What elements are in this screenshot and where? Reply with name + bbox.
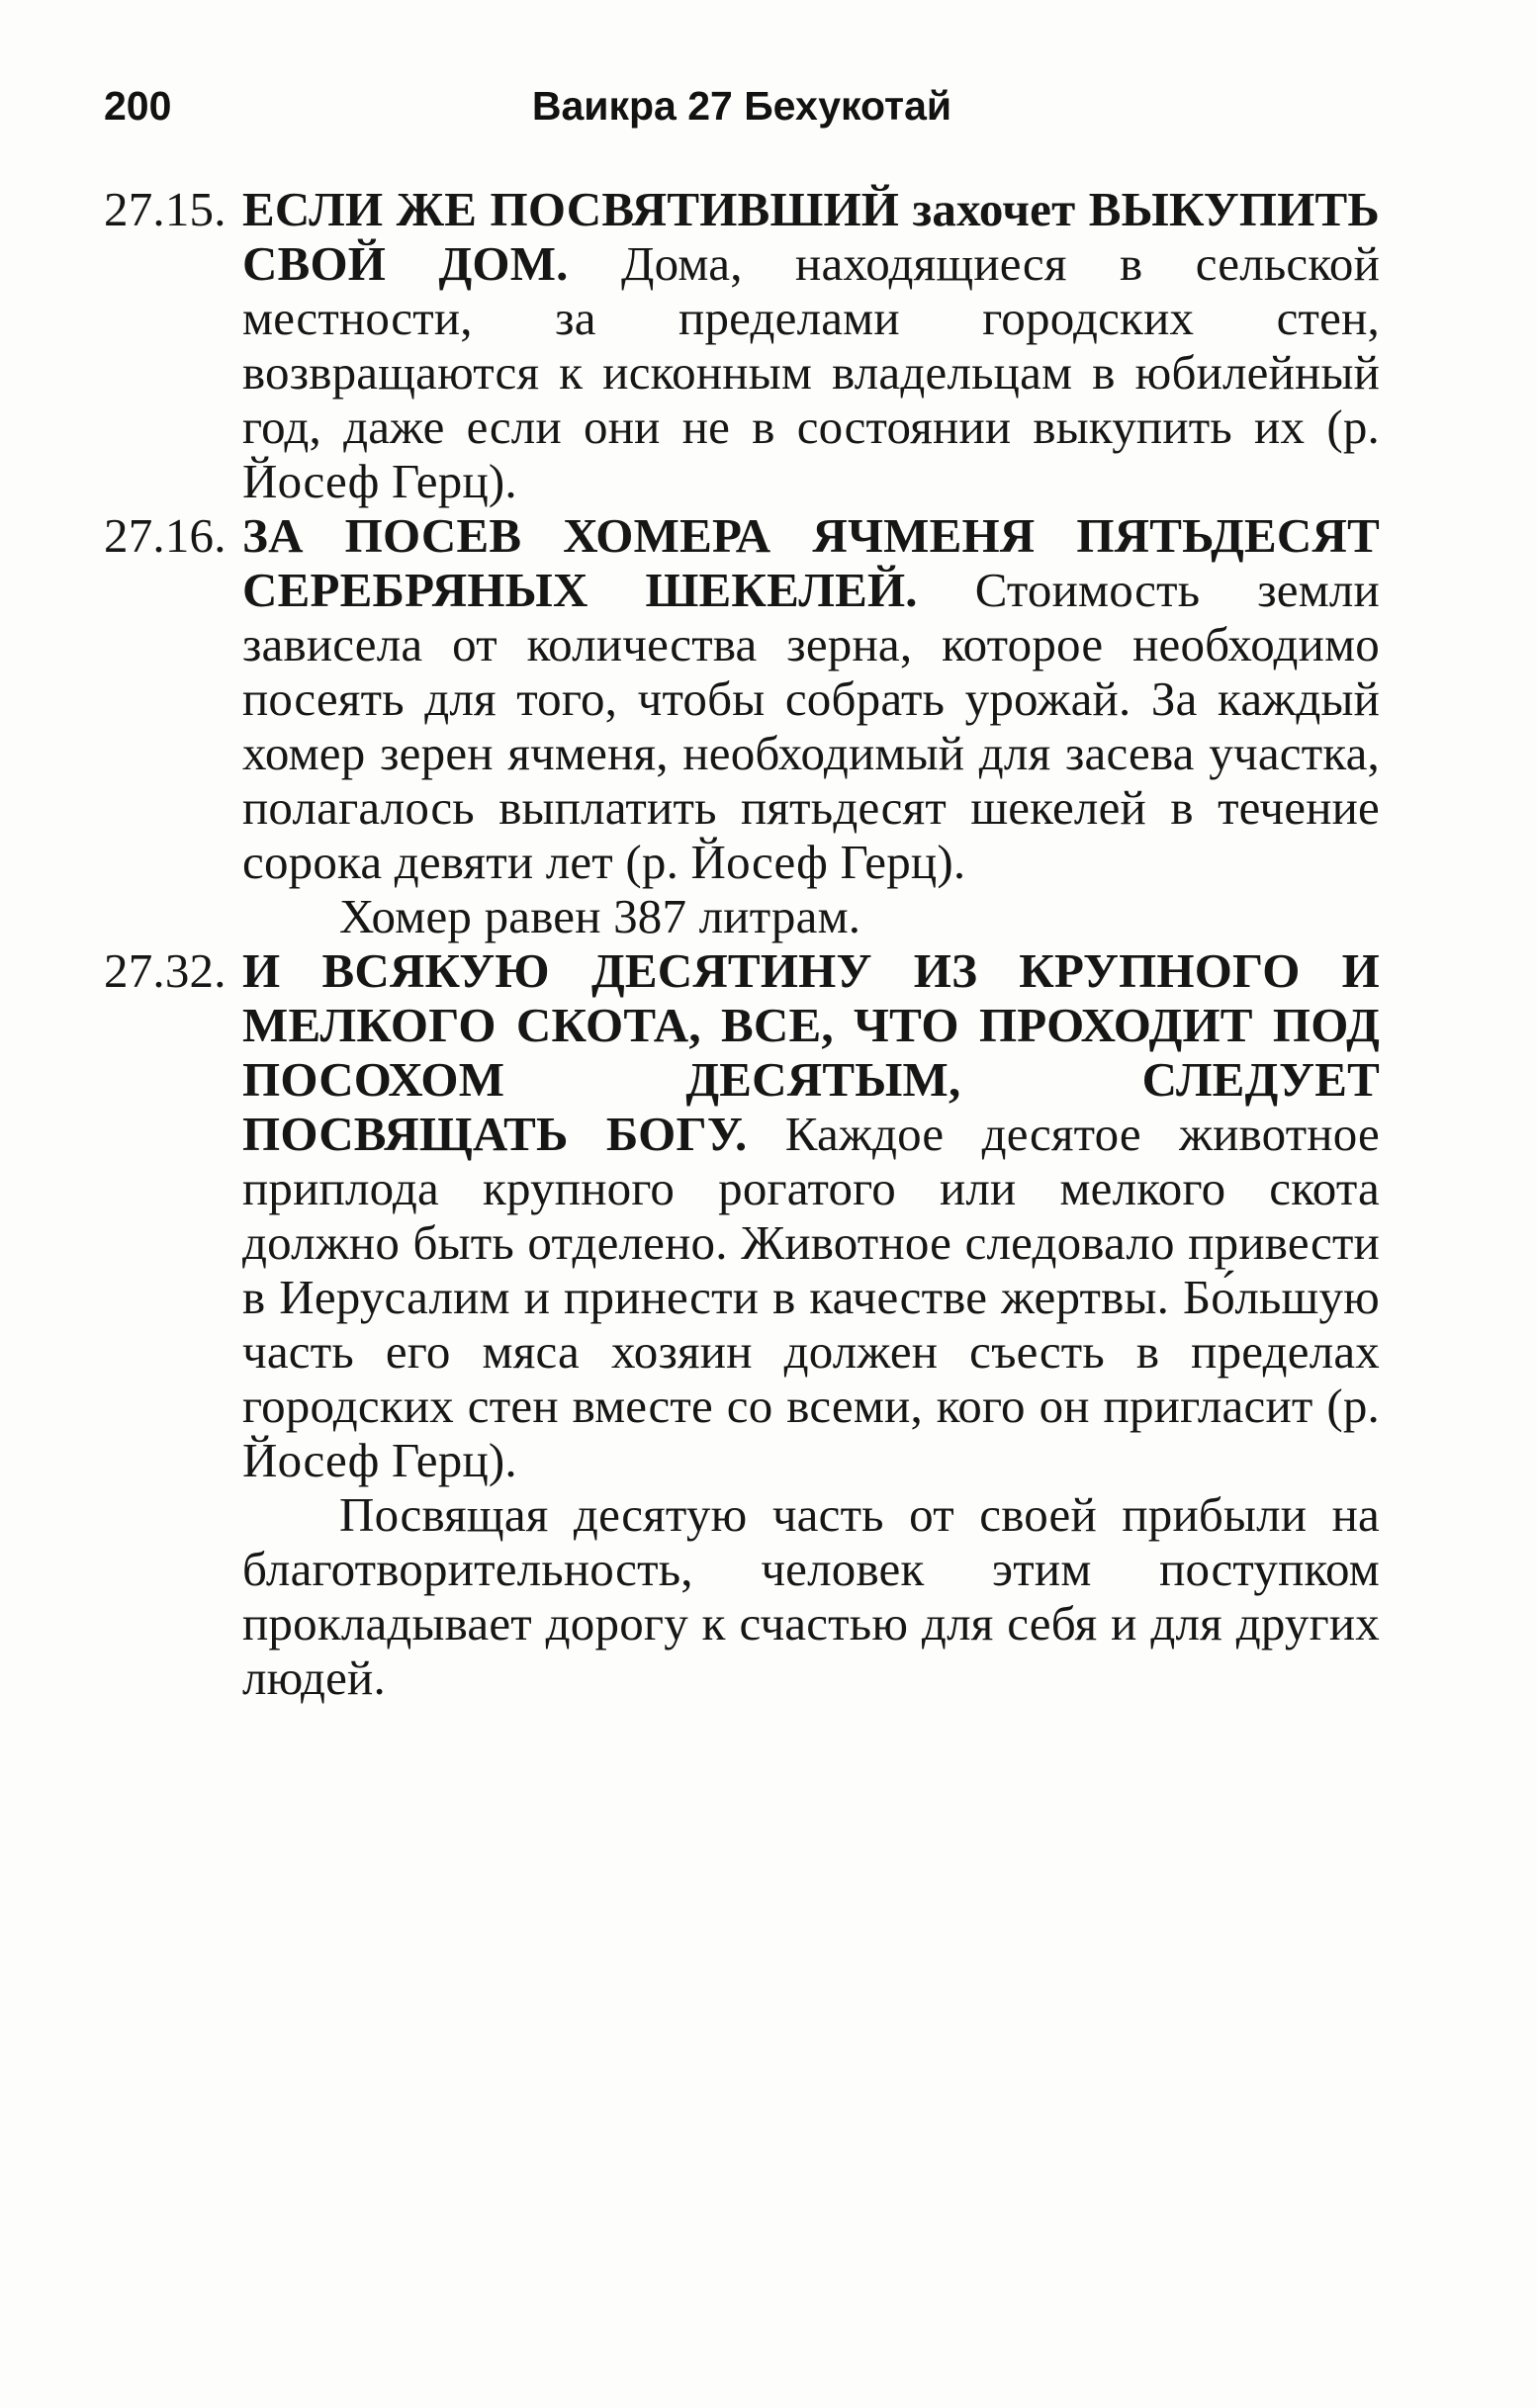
verse-number: 27.15.: [104, 182, 226, 236]
verse-number: 27.32.: [104, 943, 226, 998]
page-title: Ваикра 27 Бехукотай: [531, 83, 952, 129]
running-head: [104, 81, 1380, 136]
homer-measure-note: [242, 889, 1380, 943]
verse-27-15: [104, 182, 1380, 508]
verse-number: 27.16.: [104, 508, 226, 563]
verse-27-16: [104, 508, 1380, 889]
note-text: Посвящая десятую часть от своей прибыли на благотворительность, человек этим поступком прокладывает дорогу к счастью для себя и для других людей.: [242, 1487, 1380, 1705]
tithe-charity-note: [242, 1487, 1380, 1705]
verse-commentary: Стоимость земли зависела от количества зерна, которое необходимо посеять для того, чтобы собрать урожай. За каждый хомер зерен ячменя, необходимый для засева участка, полагалось выплатить пятьдесят шекелей в течение сорока девяти лет (р. Йосеф Герц).: [242, 563, 1380, 889]
text-block: [104, 182, 1380, 1705]
verse-quote: И ВСЯКУЮ ДЕСЯТИНУ ИЗ КРУПНОГО И МЕЛКОГО СКОТА, ВСЕ, ЧТО ПРОХОДИТ ПОД ПОСОХОМ ДЕСЯТЫМ, СЛЕДУЕТ ПОСВЯЩАТЬ БОГУ.: [242, 943, 1380, 1161]
verse-quote: ЗА ПОСЕВ ХОМЕРА ЯЧМЕНЯ ПЯТЬДЕСЯТ СЕРЕБРЯНЫХ ШЕКЕЛЕЙ.: [242, 508, 1380, 617]
verse-quote: ЕСЛИ ЖЕ ПОСВЯТИВШИЙ захочет ВЫКУПИТЬ СВОЙ ДОМ.: [242, 182, 1380, 291]
note-text: Хомер равен 387 литрам.: [339, 889, 861, 943]
verse-commentary: Дома, находящиеся в сельской местности, за пределами городских стен, возвращаются к исконным владельцам в юбилейный год, даже если они не в состоянии выкупить их (р. Йосеф Герц).: [242, 236, 1381, 508]
page-number: 200: [104, 83, 172, 129]
verse-27-32: [104, 943, 1380, 1487]
verse-commentary: Каждое десятое животное приплода крупного рогатого или мелкого скота должно быть отделено. Животное следовало привести в Иерусалим и принести в качестве жертвы. Бо́льшую часть его мяса хозяин должен съесть в пределах городских стен вместе со всеми, кого он пригласит (р. Йосеф Герц).: [242, 1107, 1380, 1487]
